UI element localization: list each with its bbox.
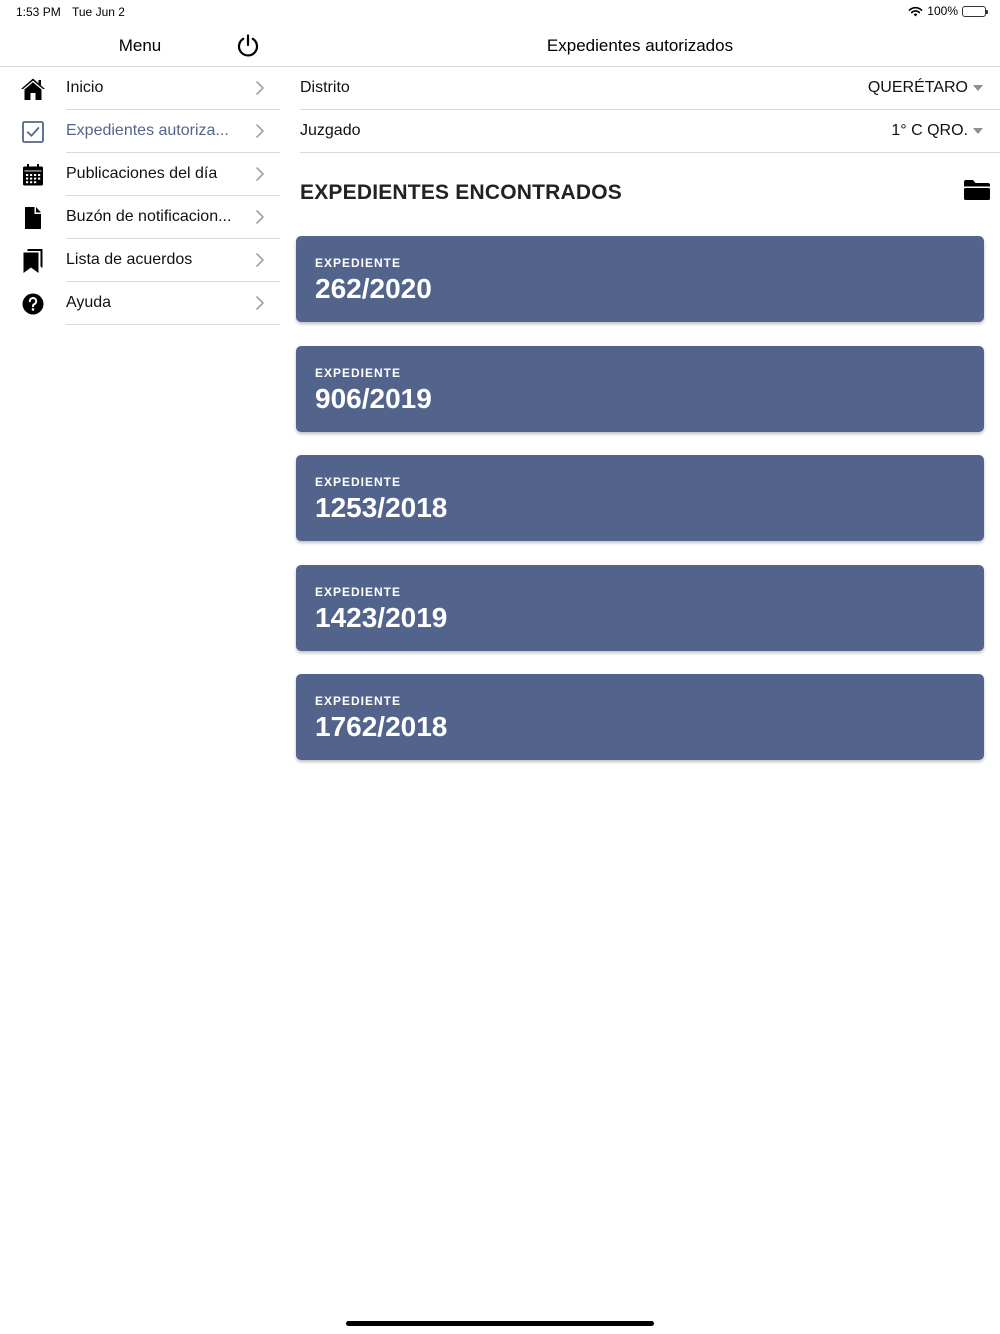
card-number: 1762/2018 <box>315 711 448 742</box>
expediente-card[interactable] <box>296 674 984 760</box>
sidebar-item-label: Ayuda <box>66 294 112 311</box>
filter-separator <box>300 152 1000 153</box>
chevron-right-icon <box>255 295 265 311</box>
sidebar-item-ayuda[interactable] <box>0 282 280 325</box>
sidebar-item-buzon[interactable] <box>0 196 280 239</box>
card-label: EXPEDIENTE <box>315 584 402 599</box>
chevron-right-icon <box>255 252 265 268</box>
sidebar-menu <box>0 67 280 325</box>
document-icon <box>20 205 46 231</box>
folder-button[interactable] <box>963 178 991 202</box>
bookmark-icon <box>20 248 46 274</box>
card-number: 262/2020 <box>315 273 432 304</box>
status-time: 1:53 PM <box>16 5 61 19</box>
sidebar-item-inicio[interactable] <box>0 67 280 110</box>
calendar-icon <box>20 162 46 188</box>
chevron-right-icon <box>255 80 265 96</box>
home-icon <box>20 76 46 102</box>
wifi-icon <box>908 6 923 17</box>
item-separator <box>66 324 280 325</box>
status-date: Tue Jun 2 <box>72 5 125 19</box>
expediente-card[interactable] <box>296 455 984 541</box>
help-icon <box>20 291 46 317</box>
expediente-card[interactable] <box>296 236 984 322</box>
card-number: 906/2019 <box>315 382 432 414</box>
sidebar-item-publicaciones[interactable] <box>0 153 280 196</box>
card-label: EXPEDIENTE <box>315 365 402 380</box>
sidebar-header <box>0 24 280 66</box>
status-bar <box>0 0 1000 24</box>
main-panel <box>280 24 1000 1334</box>
home-indicator[interactable] <box>346 1321 654 1326</box>
sidebar-title: Menu <box>118 36 162 55</box>
battery-icon <box>962 6 986 17</box>
chevron-right-icon <box>255 123 265 139</box>
card-label: EXPEDIENTE <box>315 475 402 489</box>
folder-icon <box>963 178 991 202</box>
checkbox-icon <box>20 119 46 145</box>
expediente-card[interactable] <box>296 346 984 432</box>
card-number: 1423/2019 <box>315 601 448 633</box>
power-button[interactable] <box>234 32 262 60</box>
expedientes-list <box>296 236 984 784</box>
sidebar <box>0 24 280 1334</box>
page-title: Expedientes autorizados <box>546 36 734 55</box>
sidebar-item-expedientes-autorizados[interactable] <box>0 110 280 153</box>
juzgado-value: 1° C QRO. <box>891 122 968 139</box>
power-icon <box>234 32 262 60</box>
chevron-right-icon <box>255 209 265 225</box>
sidebar-item-label: Publicaciones del día <box>66 165 218 182</box>
juzgado-picker[interactable] <box>300 110 1000 153</box>
card-number: 1253/2018 <box>315 492 448 523</box>
status-indicators <box>908 4 986 18</box>
distrito-value: QUERÉTARO <box>867 79 968 96</box>
section-title: EXPEDIENTES ENCONTRADOS <box>300 181 622 204</box>
card-label: EXPEDIENTE <box>315 256 402 270</box>
caret-down-icon <box>973 128 983 134</box>
sidebar-item-label: Lista de acuerdos <box>66 251 193 268</box>
battery-percentage: 100% <box>927 4 958 18</box>
juzgado-label: Juzgado <box>300 122 361 139</box>
caret-down-icon <box>973 85 983 91</box>
expediente-card[interactable] <box>296 565 984 651</box>
distrito-label: Distrito <box>300 79 350 96</box>
sidebar-item-lista-acuerdos[interactable] <box>0 239 280 282</box>
sidebar-item-label: Inicio <box>66 79 104 96</box>
chevron-right-icon <box>255 166 265 182</box>
distrito-picker[interactable] <box>300 67 1000 110</box>
sidebar-item-label: Expedientes autoriza... <box>66 122 229 139</box>
card-label: EXPEDIENTE <box>315 694 402 708</box>
sidebar-item-label: Buzón de notificacion... <box>66 208 232 225</box>
